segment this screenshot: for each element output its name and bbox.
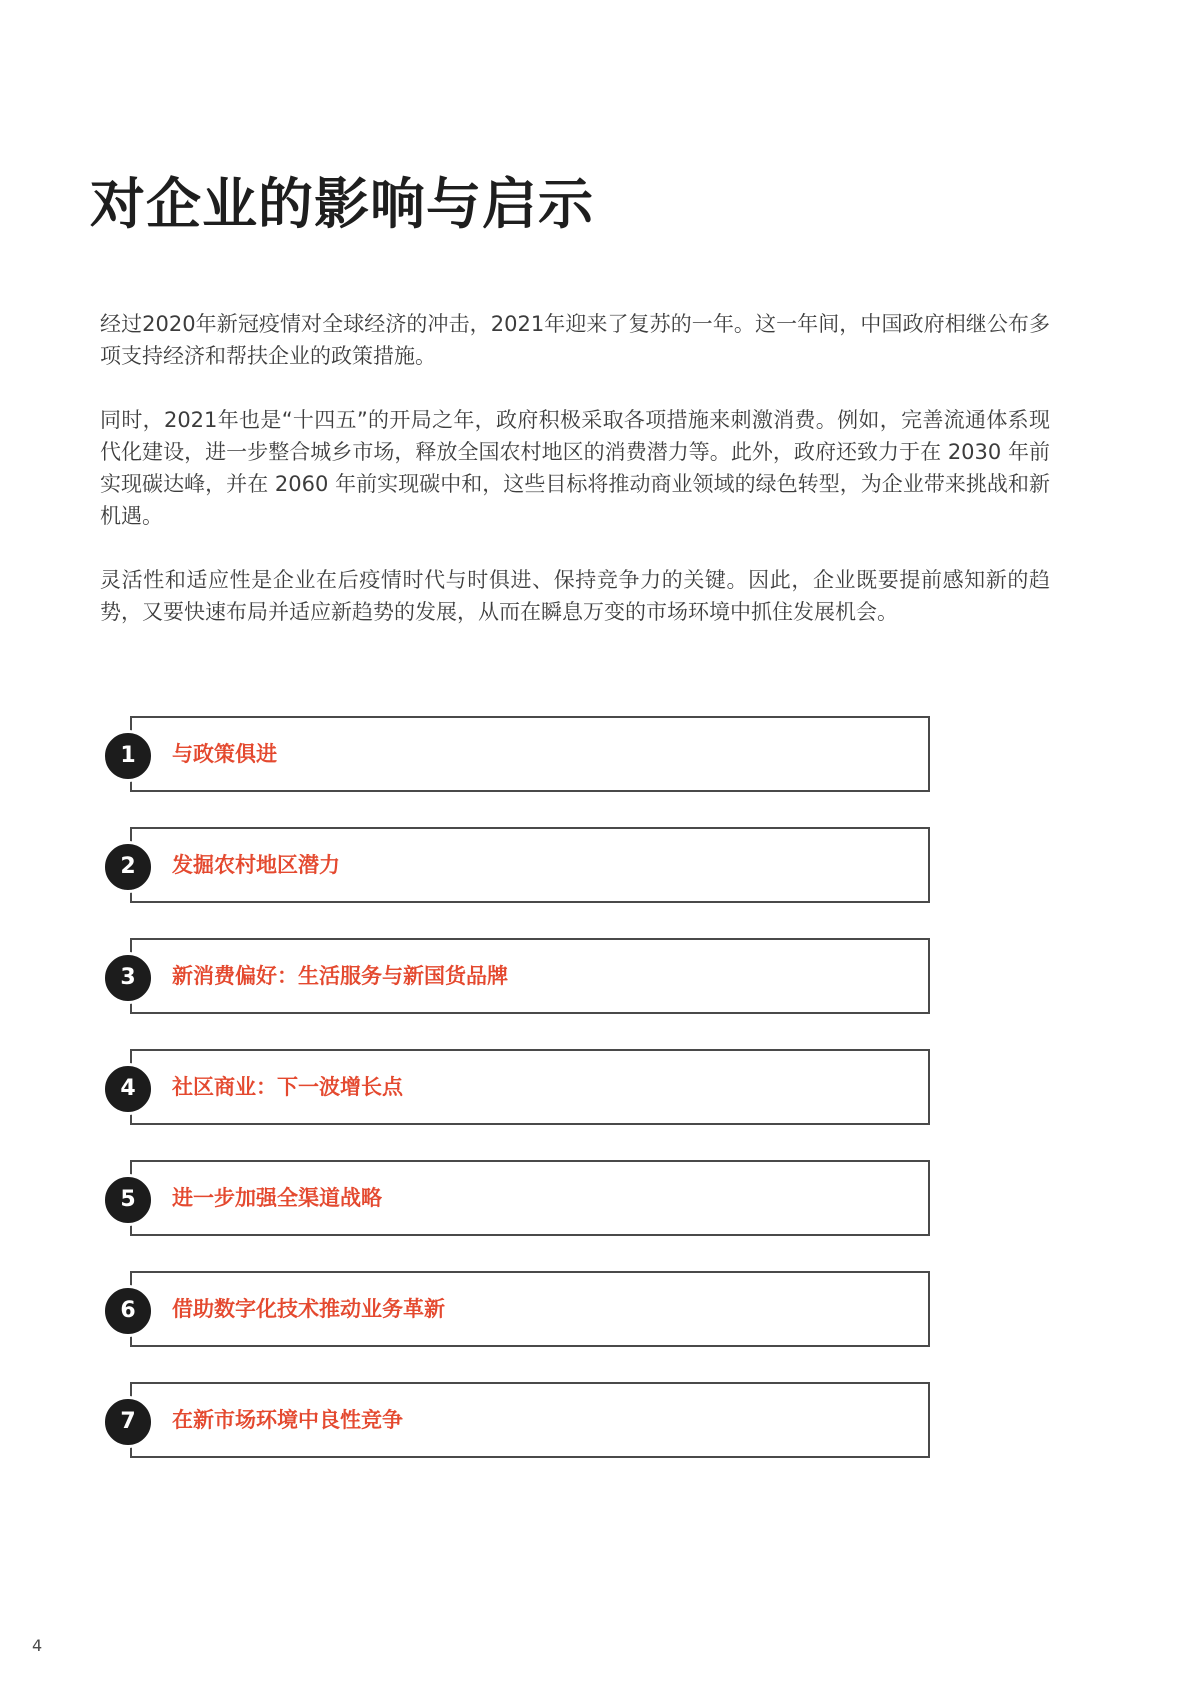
implication-item-3 [102,938,930,1014]
implication-item-5 [102,1160,930,1236]
item-label: 与政策俱进 [172,742,277,766]
item-number-badge: 1 [102,730,154,782]
intro-paragraph: 灵活性和适应性是企业在后疫情时代与时俱进、保持竞争力的关键。因此，企业既要提前感知新的趋势，又要快速布局并适应新趋势的发展，从而在瞬息万变的市场环境中抓住发展机会。 [100,568,1050,624]
item-number-badge: 7 [102,1396,154,1448]
item-number-badge: 4 [102,1063,154,1115]
item-number-badge: 6 [102,1285,154,1337]
item-number-badge: 3 [102,952,154,1004]
implication-item-6 [102,1271,930,1347]
item-label: 在新市场环境中良性竞争 [172,1408,403,1432]
item-number-badge: 2 [102,841,154,893]
intro-paragraph: 经过2020年新冠疫情对全球经济的冲击，2021年迎来了复苏的一年。这一年间，中国政府相继公布多项支持经济和帮扶企业的政策措施。 [100,312,1050,368]
item-label: 借助数字化技术推动业务革新 [172,1297,445,1321]
implication-item-2 [102,827,930,903]
item-label: 社区商业：下一波增长点 [172,1075,403,1099]
intro-section [100,308,1050,660]
intro-paragraph: 同时，2021年也是“十四五”的开局之年，政府积极采取各项措施来刺激消费。例如，完善流通体系现代化建设，进一步整合城乡市场，释放全国农村地区的消费潜力等。此外，政府还致力于在 2030 年前实现碳达峰，并在 2060 年前实现碳中和，这些目标将推动商业领域的绿色转型，为企业带来挑战和新机遇。 [100,408,1050,528]
item-label: 发掘农村地区潜力 [172,853,340,877]
implication-item-1 [102,716,930,792]
item-label: 进一步加强全渠道战略 [172,1186,382,1210]
implication-item-4 [102,1049,930,1125]
page-title: 对企业的影响与启示 [90,172,595,236]
implication-item-7 [102,1382,930,1458]
item-number-badge: 5 [102,1174,154,1226]
implications-list [102,716,930,1493]
page-number: 4 [32,1636,43,1655]
item-label: 新消费偏好：生活服务与新国货品牌 [172,964,508,988]
